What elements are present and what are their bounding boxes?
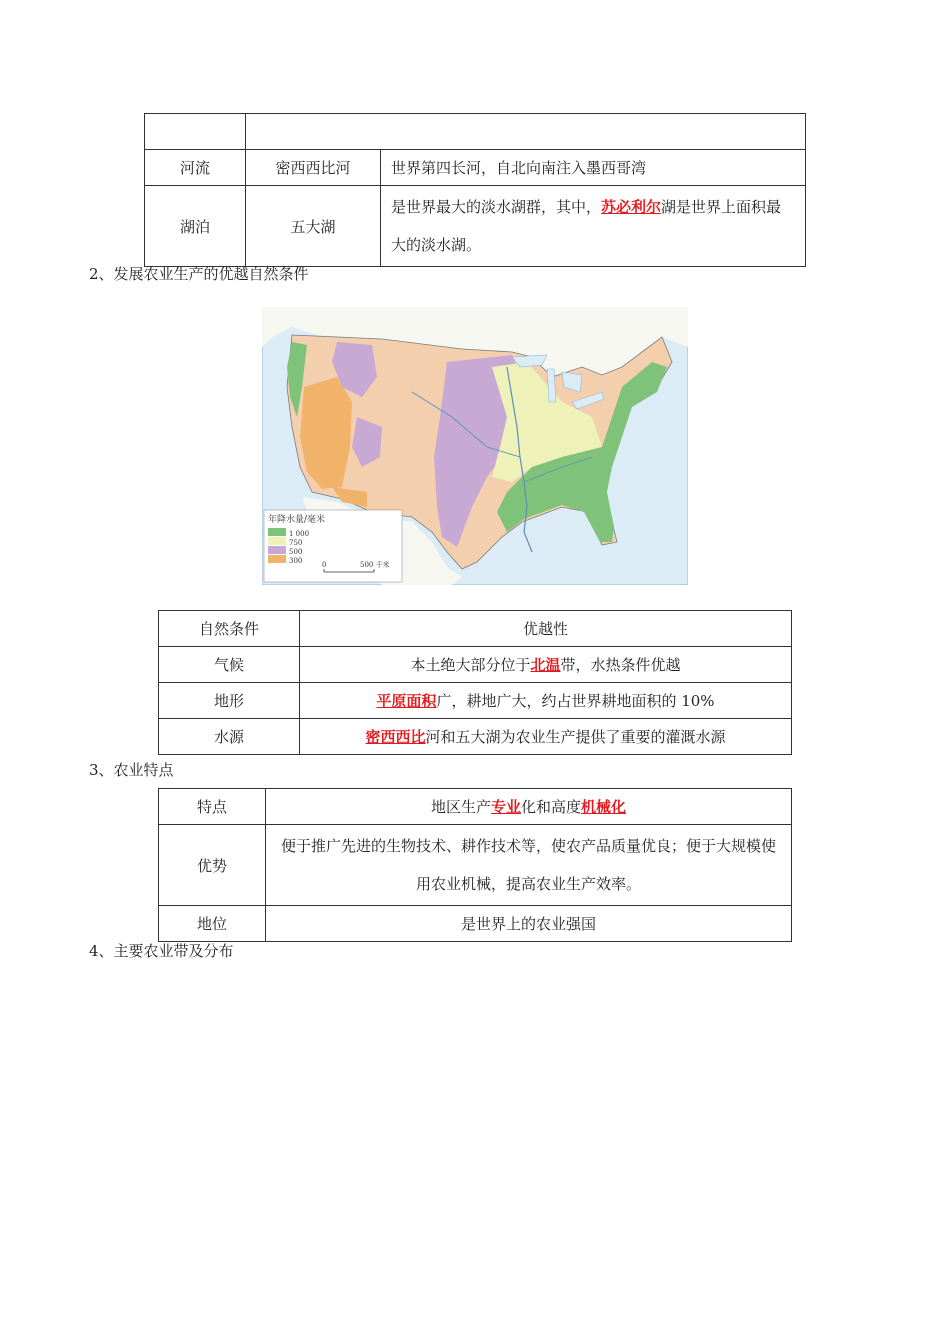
highlight-answer: 专业 (490, 798, 521, 816)
legend-swatch (268, 546, 286, 554)
table-cell (266, 789, 792, 825)
table-cell: 优势 (159, 825, 266, 906)
table-row (159, 647, 792, 683)
table-row (159, 789, 792, 825)
agriculture-features-table (158, 788, 792, 942)
cell-text: 河和五大湖为农业生产提供了重要的灌溉水源 (425, 728, 726, 746)
legend-label: 750 (289, 539, 303, 547)
table-cell: 地形 (159, 683, 300, 719)
zone-300mm (300, 377, 352, 489)
legend-label: 500 (289, 548, 303, 556)
table-row (159, 611, 792, 647)
legend-title: 年降水量/毫米 (268, 515, 326, 525)
table-cell: 地位 (159, 906, 266, 942)
table-cell (300, 719, 792, 755)
table-cell (145, 114, 246, 150)
table-row (145, 186, 806, 267)
table-row (145, 114, 806, 150)
table-cell (300, 683, 792, 719)
table-row (159, 683, 792, 719)
table-cell: 世界第四长河，自北向南注入墨西哥湾 (381, 150, 806, 186)
highlight-answer: 机械化 (581, 798, 627, 816)
legend-swatch (268, 555, 286, 563)
legend-swatch (268, 537, 286, 545)
cell-text: 化和高度 (521, 798, 582, 816)
cell-text: 湖是世界上面积最大的淡水湖。 (391, 198, 782, 254)
table-header-cell: 优越性 (300, 611, 792, 647)
section-heading: 3、农业特点 (89, 761, 174, 779)
cell-text: 带，水热条件优越 (560, 656, 681, 674)
highlight-answer: 密西西比 (365, 728, 426, 746)
water-resources-table (144, 113, 806, 267)
cell-text: 广，耕地广大，约占世界耕地面积的 10% (436, 692, 715, 710)
table-row (159, 825, 792, 906)
natural-conditions-table (158, 610, 792, 755)
cell-text: 地区生产 (430, 798, 491, 816)
table-header-cell: 自然条件 (159, 611, 300, 647)
table-cell: 便于推广先进的生物技术、耕作技术等，使农产品质量优良；便于大规模使用农业机械，提高农业生产效率。 (266, 825, 792, 906)
cell-text: 本土绝大部分位于 (410, 656, 531, 674)
table-cell (246, 114, 806, 150)
section-heading: 2、发展农业生产的优越自然条件 (89, 265, 309, 283)
legend-label: 1 000 (289, 530, 310, 538)
table-cell: 水源 (159, 719, 300, 755)
table-cell: 密西西比河 (246, 150, 381, 186)
table-cell: 气候 (159, 647, 300, 683)
section-heading: 4、主要农业带及分布 (89, 942, 234, 960)
legend-label: 300 (289, 557, 303, 565)
cell-text: 是世界最大的淡水湖群，其中， (391, 198, 602, 216)
highlight-answer: 北温 (530, 656, 561, 674)
table-row (159, 719, 792, 755)
scale-start: 0 (322, 561, 327, 569)
table-cell: 是世界上的农业强国 (266, 906, 792, 942)
us-precipitation-map (262, 307, 688, 585)
scale-end: 500 千米 (360, 561, 390, 569)
table-row (159, 906, 792, 942)
table-cell (300, 647, 792, 683)
table-cell: 特点 (159, 789, 266, 825)
highlight-answer: 平原面积 (376, 692, 437, 710)
table-cell: 五大湖 (246, 186, 381, 267)
table-cell: 湖泊 (145, 186, 246, 267)
table-cell (381, 186, 806, 267)
highlight-answer: 苏必利尔 (601, 198, 662, 216)
legend-swatch (268, 528, 286, 536)
table-row (145, 150, 806, 186)
table-cell: 河流 (145, 150, 246, 186)
